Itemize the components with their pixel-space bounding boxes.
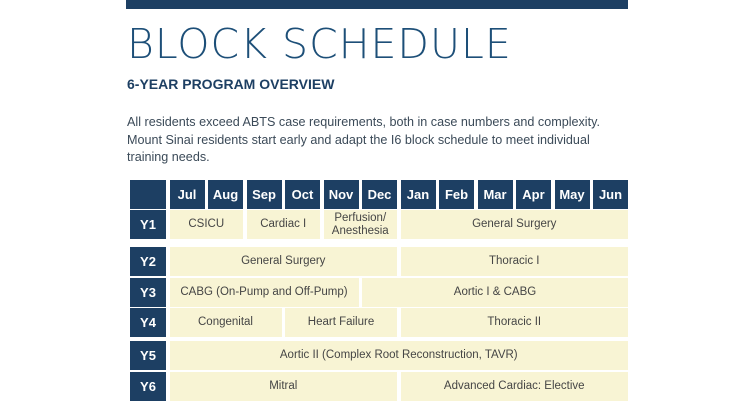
month-header-apr: Apr (516, 180, 551, 209)
year-label: Y6 (130, 372, 166, 401)
page-subtitle: 6-YEAR PROGRAM OVERVIEW (127, 76, 335, 92)
month-header-jan: Jan (401, 180, 436, 209)
rotation-block: Heart Failure (285, 308, 397, 337)
month-header-may: May (555, 180, 590, 209)
schedule-row-y2 (130, 247, 632, 276)
year-label: Y5 (130, 341, 166, 370)
rotation-block: Advanced Cardiac: Elective (401, 372, 629, 401)
year-label: Y4 (130, 308, 166, 337)
year-label: Y1 (130, 210, 166, 239)
rotation-block: General Surgery (170, 247, 398, 276)
schedule-row-y6 (130, 372, 632, 401)
schedule-row-y4 (130, 308, 632, 337)
intro-line: Mount Sinai residents start early and adapt the I6 block schedule to meet individual (127, 132, 590, 147)
page-title: BLOCK SCHEDULE (127, 20, 512, 68)
rotation-block: Cardiac I (247, 210, 321, 239)
month-header-sep: Sep (247, 180, 282, 209)
month-header-jun: Jun (593, 180, 628, 209)
month-header-oct: Oct (285, 180, 320, 209)
rotation-block: Aortic II (Complex Root Reconstruction, TAVR) (170, 341, 629, 370)
schedule-row-y3 (130, 278, 632, 307)
header-corner-cell (130, 180, 166, 209)
rotation-block (324, 210, 398, 239)
rotation-block: General Surgery (401, 210, 629, 239)
month-header-jul: Jul (170, 180, 205, 209)
year-label: Y2 (130, 247, 166, 276)
intro-line: All residents exceed ABTS case requirements, both in case numbers and complexity. (127, 115, 600, 129)
intro-line: training needs. (127, 150, 210, 164)
rotation-label-line1: Perfusion/ (334, 211, 387, 224)
intro-paragraph (127, 114, 627, 167)
rotation-block: Thoracic I (401, 247, 629, 276)
month-header-aug: Aug (208, 180, 243, 209)
month-header-nov: Nov (324, 180, 359, 209)
rotation-block: Congenital (170, 308, 282, 337)
rotation-block: Thoracic II (401, 308, 629, 337)
month-header-dec: Dec (362, 180, 397, 209)
top-accent-bar (126, 0, 628, 9)
rotation-label-line2: Anesthesia (331, 224, 389, 237)
rotation-block: Mitral (170, 372, 398, 401)
rotation-block: Aortic I & CABG (362, 278, 628, 307)
rotation-block: CABG (On-Pump and Off-Pump) (170, 278, 359, 307)
year-label: Y3 (130, 278, 166, 307)
month-header-mar: Mar (478, 180, 513, 209)
schedule-row-y1 (130, 210, 632, 239)
schedule-row-y5 (130, 341, 632, 370)
rotation-block: CSICU (170, 210, 244, 239)
month-header-row (130, 180, 632, 209)
month-header-feb: Feb (439, 180, 474, 209)
